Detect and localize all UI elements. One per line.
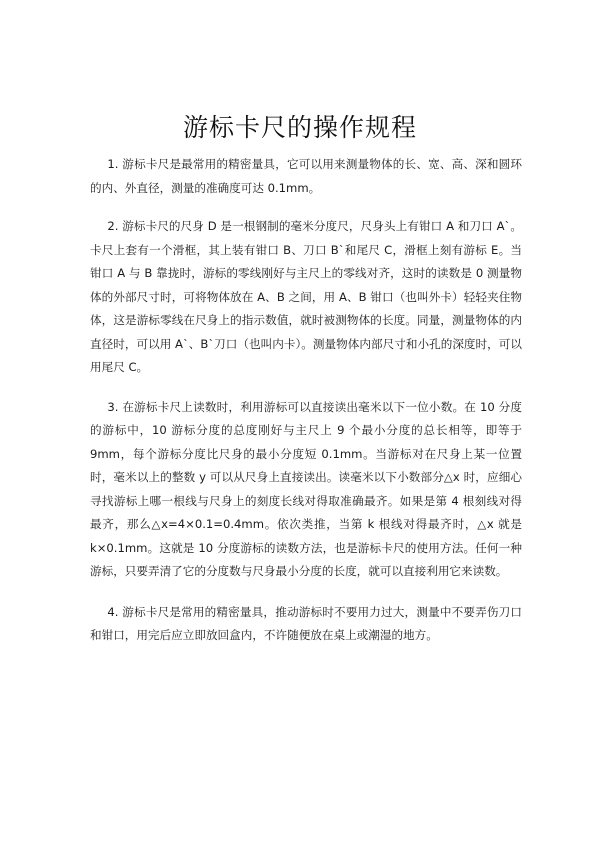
paragraph-2: 2. 游标卡尺的尺身 D 是一根钢制的毫米分度尺，尺身头上有钳口 A 和刀口 A`。卡尺上套有一个滑框，其上装有钳口 B、刀口 B`和尾尺 C，滑框上刻有游标 E。当钳口 A 与 B 靠拢时，游标的零线刚好与主尺上的零线对齐，这时的读数是 0 测量物体的外部尺寸时，可将物体放在 A、B 之间，用 A、B 钳口（也叫外卡）轻轻夹住物体，这是游标零线在尺身上的指示数值，就时被测物体的长度。同量，测量物体的内直径时，可以用 A`、B`刀口（也叫内卡）。测量物体内部尺寸和小孔的深度时，可以用尾尺 C。	[90, 219, 522, 374]
document-body	[90, 153, 522, 665]
page-title: 游标卡尺的操作规程	[182, 113, 417, 142]
paragraph-4: 4. 游标卡尺是常用的精密量具，推动游标时不要用力过大，测量中不要弄伤刀口和钳口，用完后应立即放回盒内，不许随便放在桌上或潮湿的地方。	[90, 604, 522, 642]
paragraph-1: 1. 游标卡尺是最常用的精密量具，它可以用来测量物体的长、宽、高、深和圆环的内、外直径，测量的准确度可达 0.1mm。	[90, 157, 522, 195]
paragraph-3: 3. 在游标卡尺上读数时，利用游标可以直接读出毫米以下一位小数。在 10 分度的游标中，10 游标分度的总度刚好与主尺上 9 个最小分度的总长相等，即等于 9mm，每个游标分度比尺身的最小分度短 0.1mm。当游标对在尺身上某一位置时，毫米以上的整数 y 可以从尺身上直接读出。读毫米以下小数部分△x 时，应细心寻找游标上哪一根线与尺身上的刻度长线对得取准确最齐。如果是第 4 根刻线对得最齐，那么△x=4×0.1=0.4mm。依次类推，当第 k 根线对得最齐时，△x 就是 k×0.1mm。这就是 10 分度游标的读数方法，也是游标卡尺的使用方法。任何一种游标，只要弄清了它的分度数与尺身最小分度的长度，就可以直接利用它来读数。	[90, 399, 522, 578]
